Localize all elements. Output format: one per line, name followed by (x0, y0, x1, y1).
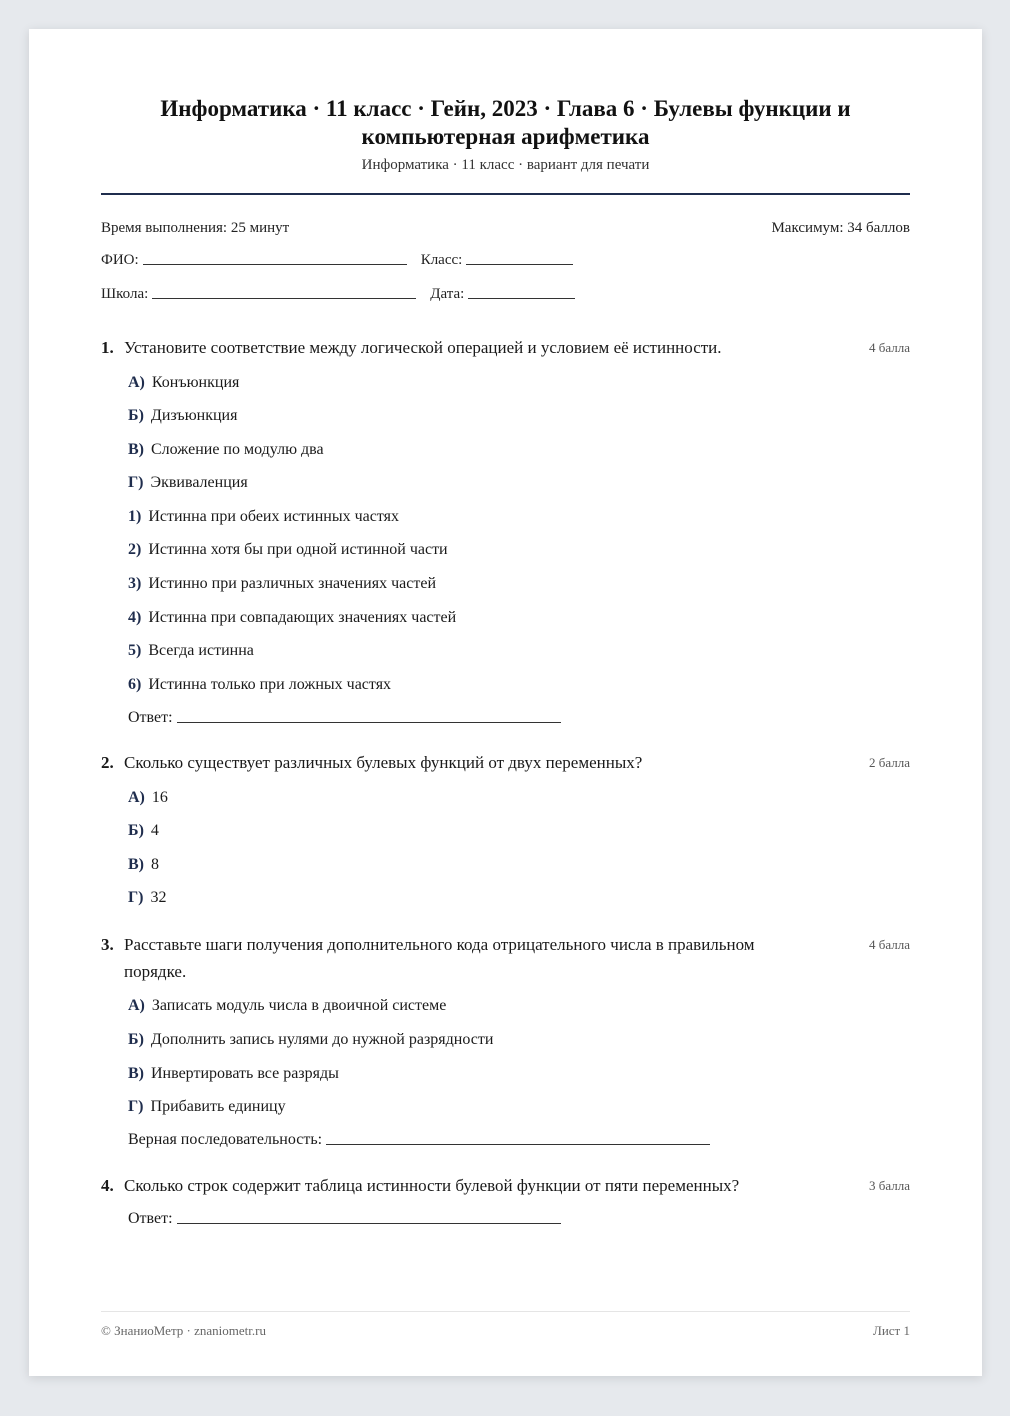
option (128, 540, 448, 560)
option-text: Истинна хотя бы при одной истинной части (148, 541, 448, 558)
question-number: 4. (101, 1176, 114, 1195)
answer-row (128, 1210, 561, 1228)
option-text: 16 (151, 789, 168, 806)
worksheet-page (29, 29, 982, 1376)
school-blank[interactable] (152, 297, 416, 299)
option-text: Истинна при совпадающих значениях частей (148, 609, 457, 626)
option-label: Б) (128, 407, 144, 424)
option-label: Б) (128, 1031, 144, 1048)
school-label: Школа: (101, 286, 149, 302)
option-text: Инвертировать все разряды (151, 1065, 339, 1082)
option (128, 608, 456, 628)
option-text: Истинна только при ложных частях (148, 676, 392, 693)
fio-class-row (101, 252, 587, 269)
question-text: Сколько существует различных булевых функций от двух переменных? (124, 753, 643, 772)
question-number: 1. (101, 338, 114, 357)
option (128, 574, 436, 594)
answer-label: Ответ: (128, 709, 173, 726)
option (128, 507, 399, 527)
option-label: А) (128, 789, 145, 806)
option-text: Конъюнкция (151, 374, 240, 391)
option-label: 4) (128, 609, 142, 626)
option-label: В) (128, 441, 144, 458)
option (128, 406, 237, 426)
question-points: 3 балла (869, 1178, 910, 1193)
option-label: 2) (128, 541, 142, 558)
option-label: 3) (128, 575, 142, 592)
option (128, 1064, 339, 1084)
option-label: 6) (128, 676, 142, 693)
class-blank[interactable] (466, 263, 573, 265)
question-number: 2. (101, 753, 114, 772)
question-3 (101, 931, 910, 985)
class-label: Класс: (420, 252, 463, 268)
option-label: 5) (128, 642, 142, 659)
question-number: 3. (101, 935, 114, 954)
option-text: Дизъюнкция (150, 407, 238, 424)
option-label: Б) (128, 822, 144, 839)
fio-label: ФИО: (101, 252, 139, 268)
option-label: А) (128, 374, 145, 391)
answer-blank[interactable] (326, 1143, 710, 1145)
answer-label: Верная последовательность: (128, 1131, 323, 1148)
answer-row (128, 1131, 710, 1149)
date-blank[interactable] (468, 297, 575, 299)
option-text: Дополнить запись нулями до нужной разрядности (150, 1031, 494, 1048)
option (128, 641, 254, 661)
question-text: Расставьте шаги получения дополнительного кода отрицательного числа в правильном порядке. (124, 935, 755, 981)
page-title: Информатика · 11 класс · Гейн, 2023 · Глава 6 · Булевы функции и компьютерная арифметика (160, 96, 851, 149)
option-text: Всегда истинна (148, 642, 254, 659)
school-date-row (101, 286, 589, 303)
option-label: Г) (128, 889, 144, 906)
option-label: 1) (128, 508, 142, 525)
option (128, 1097, 286, 1117)
question-2 (101, 749, 910, 776)
footer-sheet-number: Лист 1 (873, 1323, 910, 1338)
question-points: 2 балла (869, 755, 910, 770)
question-text: Сколько строк содержит таблица истинности булевой функции от пяти переменных? (124, 1176, 740, 1195)
option-text: Эквиваленция (150, 474, 248, 491)
date-label: Дата: (430, 286, 465, 302)
option-text: Записать модуль числа в двоичной системе (151, 997, 447, 1014)
question-4 (101, 1172, 910, 1199)
max-score: Максимум: 34 баллов (771, 220, 910, 236)
option-text: 8 (151, 856, 159, 873)
option-label: Г) (128, 1098, 144, 1115)
option-label: В) (128, 856, 144, 873)
footer-divider (101, 1311, 910, 1312)
answer-blank[interactable] (177, 1222, 561, 1224)
answer-label: Ответ: (128, 1210, 173, 1227)
option-text: 4 (150, 822, 159, 839)
option-text: 32 (150, 889, 167, 906)
option (128, 888, 167, 908)
option-label: В) (128, 1065, 144, 1082)
option (128, 821, 159, 841)
option-text: Прибавить единицу (150, 1098, 286, 1115)
option (128, 855, 159, 875)
fio-blank[interactable] (143, 263, 407, 265)
answer-blank[interactable] (177, 721, 561, 723)
answer-row (128, 709, 561, 727)
option-text: Истинно при различных значениях частей (148, 575, 436, 592)
option-label: Г) (128, 474, 144, 491)
option-label: А) (128, 997, 145, 1014)
option (128, 788, 168, 808)
question-text: Установите соответствие между логической операцией и условием её истинности. (124, 338, 722, 357)
option-text: Истинна при обеих истинных частях (148, 508, 399, 525)
option (128, 1030, 493, 1050)
option (128, 440, 324, 460)
footer-copyright: © ЗнаниоМетр · znaniometr.ru (101, 1323, 266, 1338)
question-1 (101, 334, 910, 361)
option-text: Сложение по модулю два (151, 441, 324, 458)
question-points: 4 балла (869, 937, 910, 952)
option (128, 473, 248, 493)
option (128, 373, 239, 393)
time-limit: Время выполнения: 25 минут (101, 220, 290, 236)
question-points: 4 балла (869, 340, 910, 355)
option (128, 675, 391, 695)
page-subtitle: Информатика · 11 класс · вариант для печати (361, 157, 650, 173)
option (128, 996, 446, 1016)
header-divider (101, 193, 910, 195)
